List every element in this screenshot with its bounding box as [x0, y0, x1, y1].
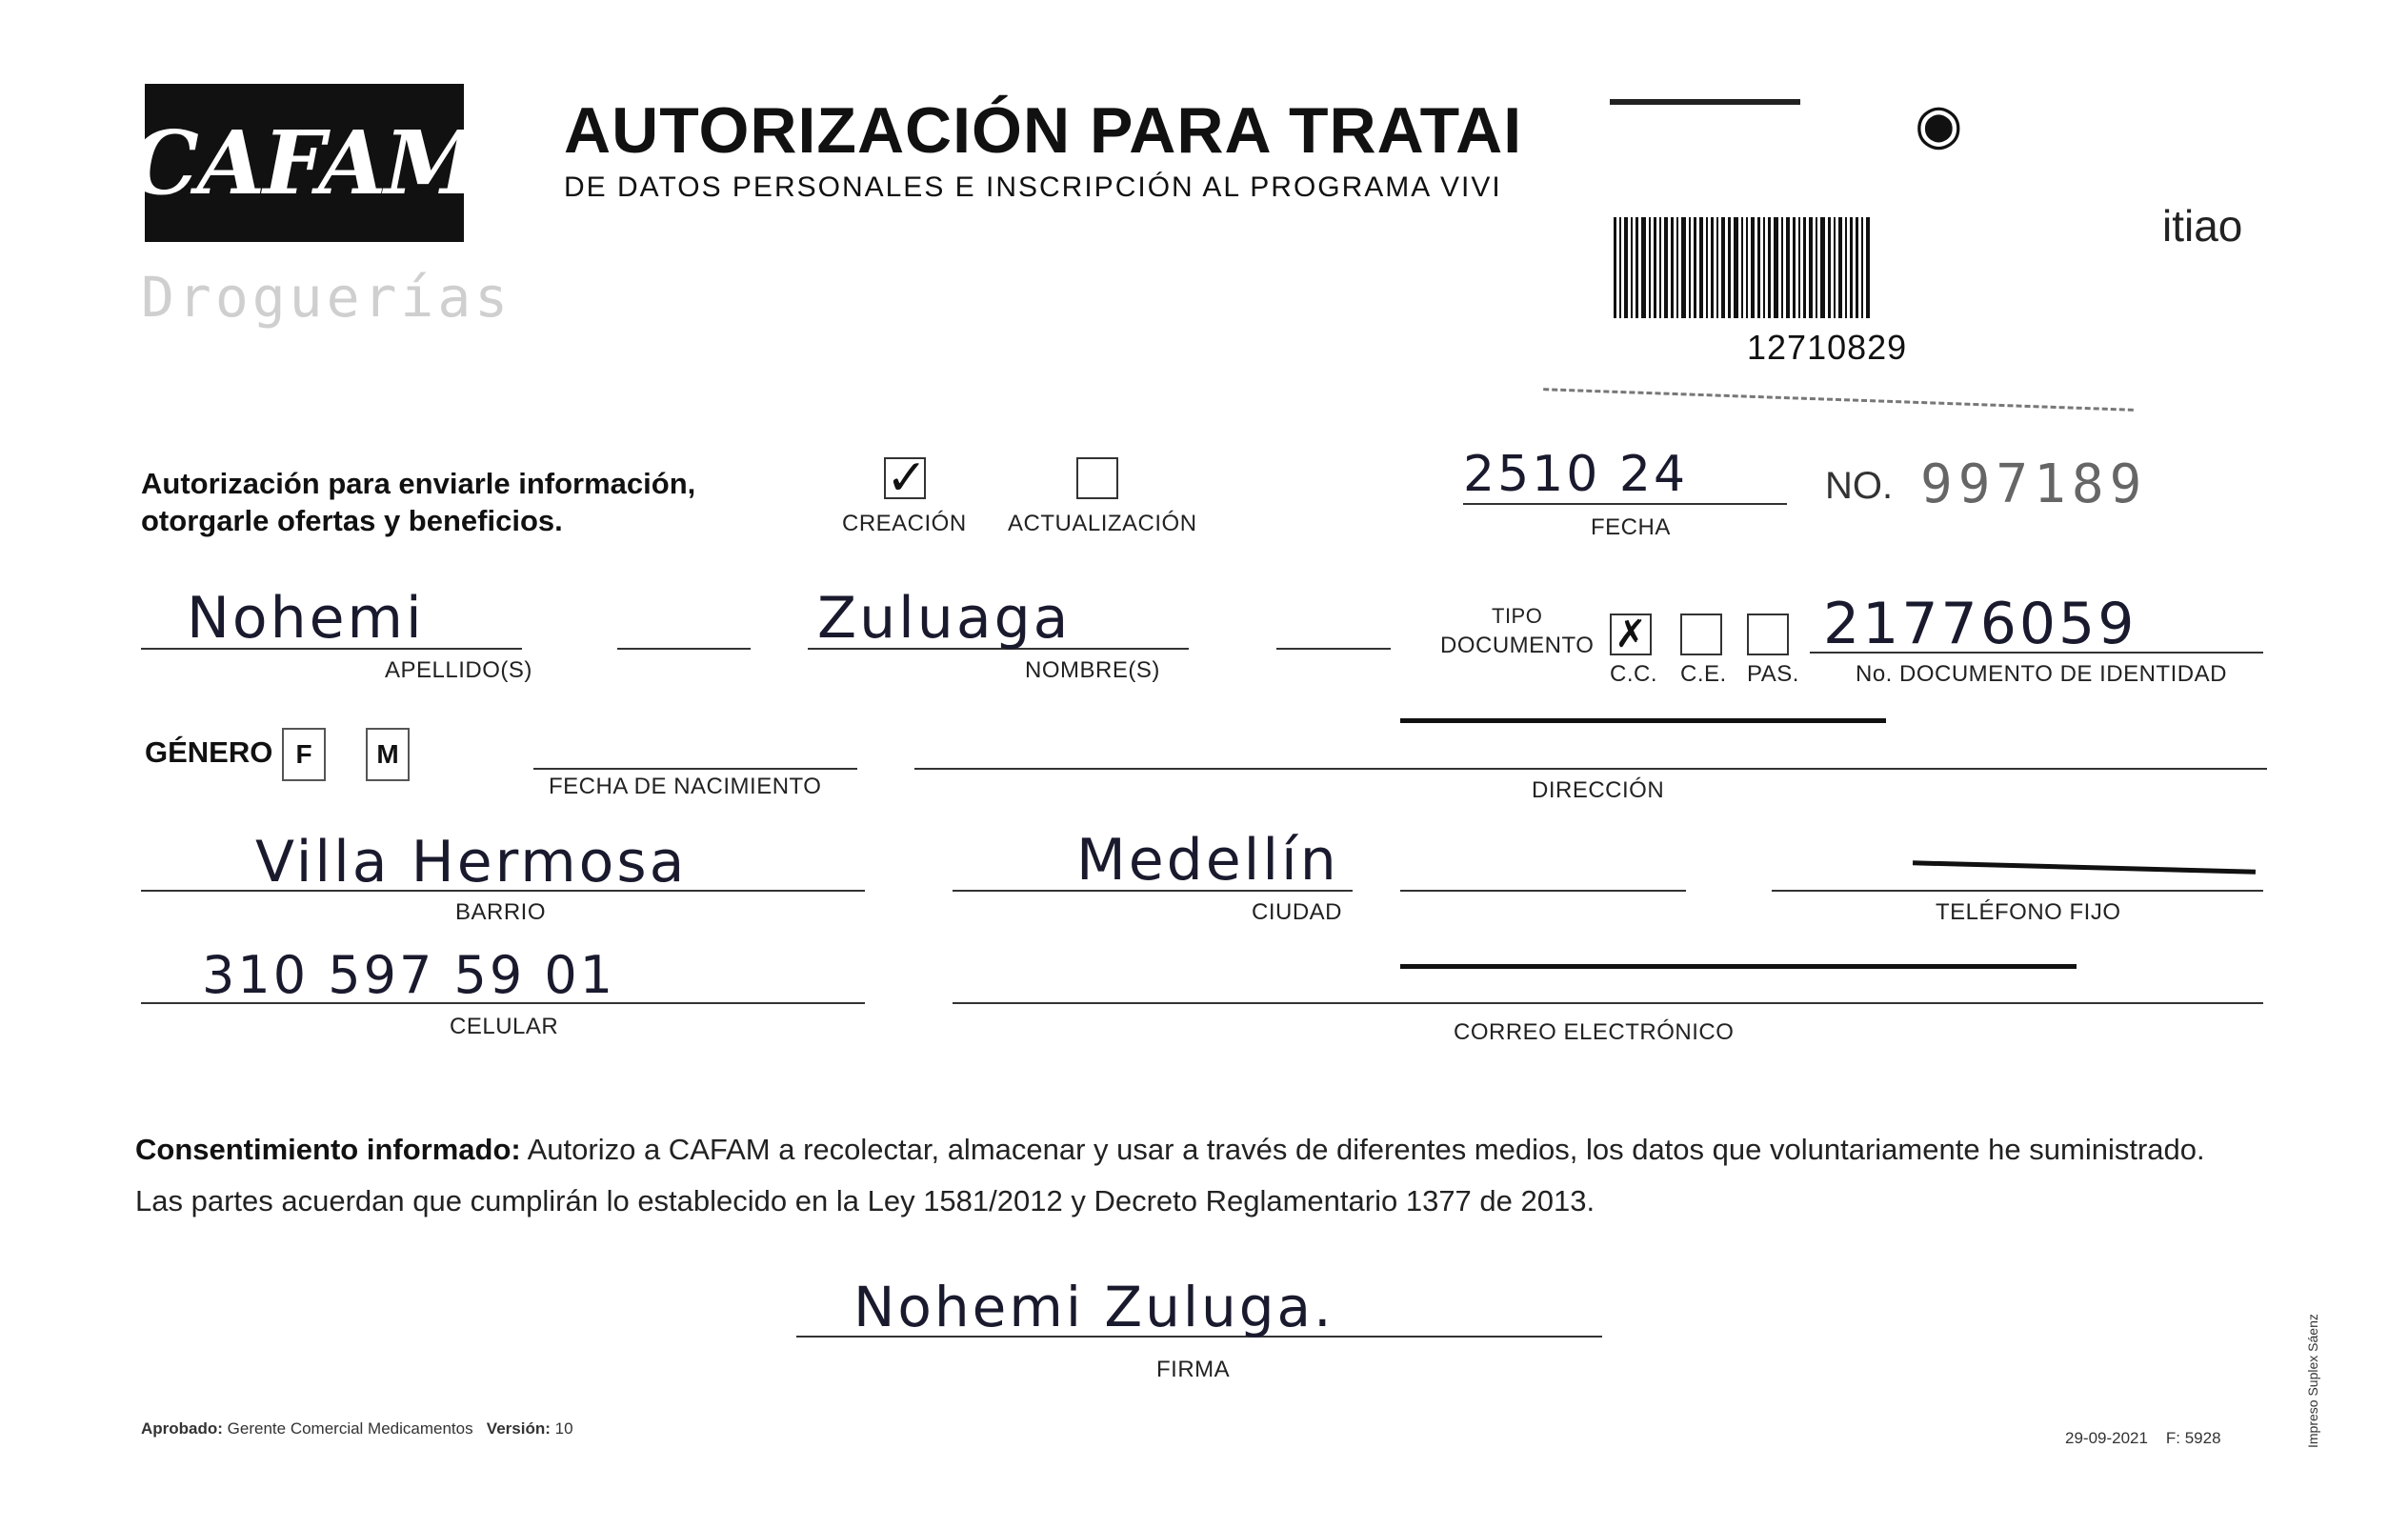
signature-field[interactable]: Nohemi Zuluga.	[853, 1275, 1334, 1339]
email-label: CORREO ELECTRÓNICO	[1454, 1019, 1735, 1045]
doc-type-pas-checkbox[interactable]	[1747, 614, 1789, 655]
barcode-bar	[1820, 217, 1825, 318]
version-label: Versión:	[486, 1419, 551, 1438]
doc-type-pas-label: PAS.	[1747, 661, 1799, 687]
barcode-bar	[1649, 217, 1651, 318]
update-label: ACTUALIZACIÓN	[1008, 511, 1197, 536]
barcode-bar	[1793, 217, 1796, 318]
gender-label: GÉNERO	[145, 735, 273, 769]
barcode-bar	[1798, 217, 1800, 318]
barcode-bar	[1856, 217, 1858, 318]
doc-type-label-2: DOCUMENTO	[1440, 633, 1595, 658]
doc-type-cc-label: C.C.	[1610, 661, 1657, 687]
barcode-bar	[1741, 217, 1743, 318]
barcode-bar	[1631, 217, 1633, 318]
barcode-bar	[1751, 217, 1755, 318]
date-code: 29-09-2021	[2065, 1429, 2148, 1447]
form-number: 997189	[1920, 453, 2148, 515]
creation-label: CREACIÓN	[842, 511, 967, 536]
barcode-bar	[1816, 217, 1817, 318]
barcode-bar	[1866, 217, 1870, 318]
city-field[interactable]: Medellín	[1076, 827, 1339, 894]
surname-field[interactable]: Nohemi	[187, 585, 425, 652]
barcode-bar	[1763, 217, 1765, 318]
barcode-bar	[1706, 217, 1708, 318]
consent-text-1: Autorizo a CAFAM a recolectar, almacenar y usar a través de diferentes medios, los datos que voluntariamente he suministrado.	[520, 1133, 2205, 1166]
vertical-print-note: Impreso Suplex Sáenz	[2305, 1314, 2320, 1448]
authorization-prompt-line2: otorgarle ofertas y beneficios.	[141, 504, 563, 537]
barcode-bar	[1781, 217, 1783, 318]
version-value: 10	[554, 1419, 573, 1438]
phone-label: TELÉFONO FIJO	[1936, 899, 2121, 925]
barcode-bar	[1635, 217, 1638, 318]
barcode-bar	[1786, 217, 1790, 318]
email-underline[interactable]	[953, 1002, 2263, 1004]
gender-m-box[interactable]: M	[366, 728, 410, 781]
barrio-field[interactable]: Villa Hermosa	[255, 829, 688, 895]
barcode-bar	[1850, 217, 1853, 318]
barcode-bar	[1861, 217, 1863, 318]
barcode-bar	[1654, 217, 1656, 318]
barcode-bar	[1734, 217, 1738, 318]
date-field[interactable]: 2510 24	[1463, 446, 1787, 505]
barcode-number: 12710829	[1747, 328, 1908, 367]
doc-type-ce-checkbox[interactable]	[1680, 614, 1722, 655]
barcode-bar	[1803, 217, 1806, 318]
surname-label: APELLIDO(S)	[385, 657, 532, 683]
perforation-line	[1543, 388, 2134, 412]
mobile-field[interactable]: 310 597 59 01	[202, 945, 616, 1005]
barcode-bar	[1641, 217, 1646, 318]
barrio-label: BARRIO	[455, 899, 547, 925]
barcode-bar	[1838, 217, 1842, 318]
name-field[interactable]: Zuluaga	[817, 585, 1072, 652]
city-label: CIUDAD	[1252, 899, 1343, 925]
address-strike	[1400, 718, 1886, 723]
name-underline-2	[1276, 648, 1391, 650]
footer-approval	[141, 1419, 573, 1438]
cafam-logo: CAFAM	[145, 84, 464, 242]
barcode-bar	[1694, 217, 1696, 318]
birth-underline	[533, 768, 857, 770]
phone-strike	[1913, 860, 2256, 874]
update-checkbox[interactable]	[1076, 457, 1118, 499]
barcode-bar	[1774, 217, 1778, 318]
barcode-bar	[1619, 217, 1621, 318]
barcode-bar	[1664, 217, 1668, 318]
barcode-bar	[1721, 217, 1725, 318]
barcode-bar	[1699, 217, 1703, 318]
signature-label: FIRMA	[1156, 1357, 1231, 1382]
doc-type-ce-label: C.E.	[1680, 661, 1727, 687]
approved-label: Aprobado:	[141, 1419, 223, 1438]
barcode-bar	[1716, 217, 1718, 318]
form-title: AUTORIZACIÓN PARA TRATAI	[564, 94, 1523, 167]
form-code: F: 5928	[2165, 1429, 2221, 1447]
doc-type-label-1: TIPO	[1492, 604, 1543, 628]
doc-number-label: No. DOCUMENTO DE IDENTIDAD	[1856, 661, 2227, 687]
barcode-bar	[1681, 217, 1686, 318]
barcode-bar	[1624, 217, 1628, 318]
consent-heading: Consentimiento informado:	[135, 1133, 521, 1166]
authorization-prompt	[141, 465, 695, 539]
name-label: NOMBRE(S)	[1025, 657, 1160, 683]
logo-subtext: Droguerías	[141, 265, 512, 330]
barcode	[1614, 217, 1995, 318]
barcode-bar	[1809, 217, 1813, 318]
barcode-bar	[1676, 217, 1678, 318]
barcode-bar	[1828, 217, 1831, 318]
barcode-bar	[1757, 217, 1760, 318]
side-text-fragment: itiao	[2162, 201, 2243, 251]
city-underline-2	[1400, 890, 1686, 892]
approved-value: Gerente Comercial Medicamentos	[227, 1419, 473, 1438]
doc-type-cc-checkbox[interactable]: ✗	[1610, 614, 1652, 655]
gender-f-box[interactable]: F	[282, 728, 326, 781]
phone-underline[interactable]	[1772, 890, 2263, 892]
form-subtitle: DE DATOS PERSONALES E INSCRIPCIÓN AL PROGRAMA VIVI	[564, 171, 1502, 203]
surname-underline-2	[617, 648, 751, 650]
date-label: FECHA	[1591, 514, 1671, 540]
eye-mark-icon: ◉	[1915, 93, 1963, 155]
consent-paragraph	[135, 1124, 2278, 1227]
barcode-bar	[1768, 217, 1771, 318]
address-underline[interactable]	[914, 768, 2267, 770]
barcode-bar	[1689, 217, 1691, 318]
barcode-bar	[1834, 217, 1836, 318]
email-strike	[1400, 964, 2077, 969]
birth-label: FECHA DE NACIMIENTO	[549, 774, 822, 799]
barcode-bar	[1845, 217, 1847, 318]
barcode-bar	[1746, 217, 1748, 318]
footer-codes	[2065, 1429, 2221, 1448]
barcode-bar	[1711, 217, 1714, 318]
doc-number-field[interactable]: 21776059	[1823, 591, 2137, 657]
title-fragment-line	[1610, 99, 1800, 105]
barcode-bar	[1671, 217, 1674, 318]
creation-checkbox[interactable]: ✓	[886, 451, 928, 506]
number-prefix: NO.	[1825, 465, 1894, 507]
consent-line1	[135, 1124, 2278, 1176]
address-label: DIRECCIÓN	[1532, 777, 1665, 803]
barcode-bar	[1728, 217, 1731, 318]
barcode-bar	[1659, 217, 1661, 318]
mobile-label: CELULAR	[450, 1014, 559, 1039]
authorization-prompt-line1: Autorización para enviarle información,	[141, 467, 696, 500]
consent-line2: Las partes acuerdan que cumplirán lo establecido en la Ley 1581/2012 y Decreto Reglamentario 1377 de 2013.	[135, 1184, 1595, 1217]
barcode-bar	[1614, 217, 1616, 318]
